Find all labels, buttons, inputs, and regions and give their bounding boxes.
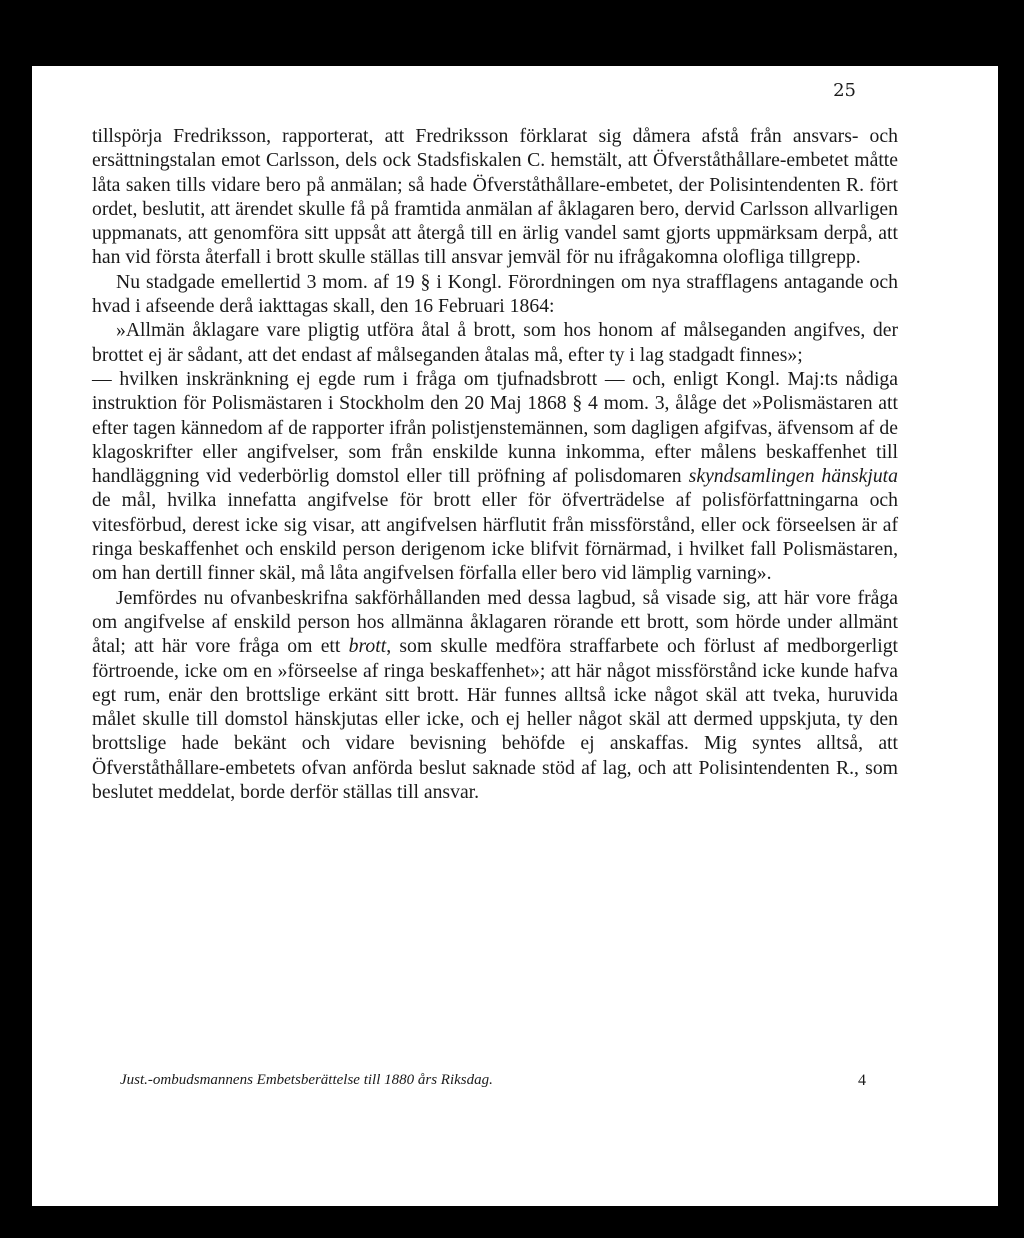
text-run: Jemfördes nu ofvanbeskrifna sakförhållanden med dessa lagbud, så visade sig, att här vore fråga om angifvelse af enskild person hos allmänna åklagaren rörande ett brott, som hörde under allmänt åtal; att här vore fråga om ett [92,586,898,658]
italic-text: skyndsamlingen hänskjuta [688,465,898,488]
page-number: 25 [833,80,856,101]
body-text [92,124,898,804]
text-run: — hvilken inskränkning ej egde rum i fråga om tjufnadsbrott — och, enligt Kongl. Maj:ts nådiga instruktion för Polismästaren i Stockholm den 20 Maj 1868 § 4 mom. 3, ålåge det »Polismästaren att efter tagen kännedom af de rapporter ifrån polistjenstemännen, som dagligen afgifvas, äfvensom af de klagoskrifter eller angifvelser, som från enskilde kunna inkomma, efter målens beskaffenhet till handläggning vid vederbörlig domstol eller till pröfning af polisdomaren [92,367,898,488]
signature-mark: 4 [858,1072,866,1089]
footer-source: Just.-ombudsmannens Embetsberättelse till 1880 års Riksdag. [120,1072,493,1088]
paragraph-p3 [92,318,898,367]
footer [120,1072,900,1089]
italic-text: brott [348,635,387,658]
paragraph-p4 [92,367,898,586]
document-page [32,66,998,1206]
text-run: de mål, hvilka innefatta angifvelse för brott eller för öfverträdelse af polisförfattningarna och vitesförbud, derest icke sig visar, att angifvelsen härflutit från missförstånd, eller ock förseelsen är af ringa beskaffenhet och enskild person derigenom icke blifvit förnärmad, i hvilket fall Polismästaren, om han dertill finner skäl, må låta angifvelsen förfalla eller bero vid lämplig varning». [92,489,898,585]
paragraph-p5 [92,586,898,805]
paragraph-p2 [92,270,898,319]
paragraph-p1 [92,124,898,270]
text-run: tillspörja Fredriksson, rapporterat, att Fredriksson förklarat sig dåmera afstå från ansvars- och ersättningstalan emot Carlsson, dels ock Stadsfiskalen C. hemstält, att Öfverståthållare-embetet måtte låta saken tills vidare bero på anmälan; så hade Öfverståthållare-embetet, der Polisintendenten R. fört ordet, beslutit, att ärendet skulle få på framtida anmälan af åklagaren bero, dervid Carlsson allvarligen uppmanats, att genomföra sitt uppsåt att återgå till en ärlig vandel samt gjorts uppmärksam derpå, att han vid första återfall i brott skulle ställas till ansvar jemväl för nu ifrågakomna olofliga tillgrepp. [92,125,898,269]
text-run: Nu stadgade emellertid 3 mom. af 19 § i Kongl. Förordningen om nya strafflagens antagande och hvad i afseende derå iakttagas skall, den 16 Februari 1864: [92,270,898,318]
text-run: , som skulle medföra straffarbete och förlust af medborgerligt förtroende, icke om en »förseelse af ringa beskaffenhet»; att här något missförstånd icke kunde hafva egt rum, enär den brottslige erkänt sitt brott. Här funnes alltså icke något skäl att tveka, huruvida målet skulle till domstol hänskjutas eller icke, och ej heller något skäl att dermed uppskjuta, ty den brottslige hade bekänt och vidare bevisning behöfde ej anskaffas. Mig syntes alltså, att Öfverståthållare-embetets ofvan anförda beslut saknade stöd af lag, och att Polisintendenten R., som beslutet meddelat, borde derför ställas till ansvar. [92,635,899,804]
text-run: »Allmän åklagare vare pligtig utföra åtal å brott, som hos honom af målseganden angifves, der brottet ej är sådant, att det endast af målseganden åtalas må, efter ty i lag stadgadt finnes»; [92,319,898,366]
